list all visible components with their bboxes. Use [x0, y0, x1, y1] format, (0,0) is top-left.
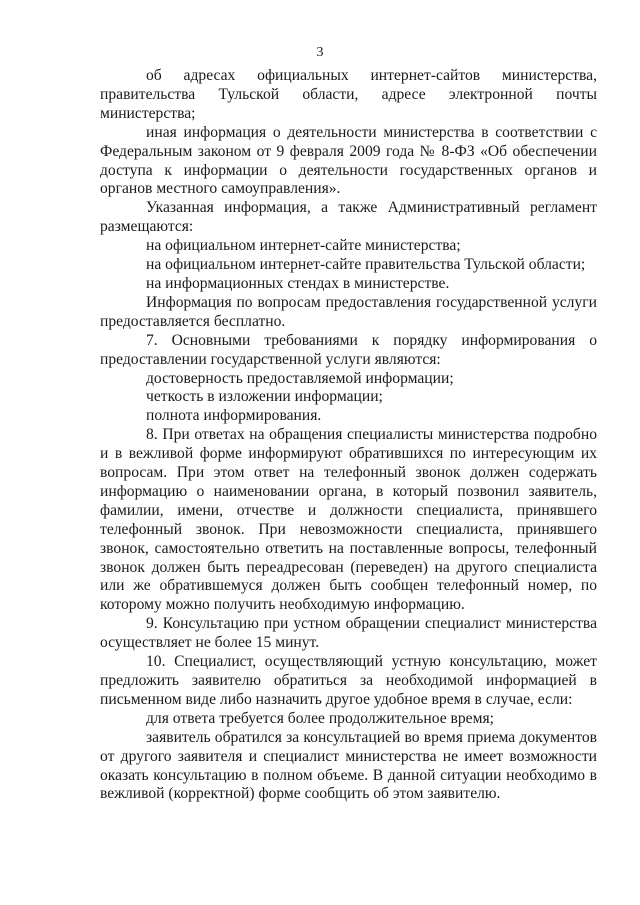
list-item: полнота информирования. [146, 407, 322, 425]
list-item: четкость в изложении информации; [146, 388, 383, 406]
list-item: на информационных стендах в министерстве. [146, 274, 450, 292]
list-item: на официальном интернет-сайте министерства; [146, 237, 461, 255]
list-item: на официальном интернет-сайте правительства Тульской области; [146, 256, 586, 274]
paragraph: Указанная информация, а также Административный регламент размещаются: [100, 199, 597, 236]
paragraph-section-10: 10. Специалист, осуществляющий устную консультацию, может предложить заявителю обратиться за необходимой информацией в письменном виде либо назначить другое удобное время в случае, если: [100, 653, 597, 708]
paragraph: об адресах официальных интернет-сайтов министерства, правительства Тульской области, адресе электронной почты министерства; [100, 67, 597, 122]
paragraph: заявитель обратился за консультацией во время приема документов от другого заявителя и специалист министерства не имеет возможности оказать консультацию в полном объеме. В данной ситуации необходимо в вежливой (корректной) форме сообщить об этом заявителю. [100, 728, 597, 803]
paragraph: иная информация о деятельности министерства в соответствии с Федеральным законом от 9 февраля 2009 года № 8-ФЗ «Об обеспечении доступа к информации о деятельности государственных органов и органов местного самоуправления». [100, 123, 597, 198]
paragraph-section-9: 9. Консультацию при устном обращении специалист министерства осуществляет не более 15 минут. [100, 615, 597, 652]
paragraph-section-7: 7. Основными требованиями к порядку информирования о предоставлении государственной услуги являются: [100, 331, 597, 368]
paragraph-section-8: 8. При ответах на обращения специалисты министерства подробно и в вежливой форме информируют обратившихся по интересующим их вопросам. При этом ответ на телефонный звонок должен содержать информацию о наименовании органа, в который позвонил заявитель, фамилии, имени, отчестве и должности специалиста, принявшего телефонный звонок. При невозможности специалиста, принявшего звонок, самостоятельно ответить на поставленные вопросы, телефонный звонок должен быть переадресован (переведен) на другого специалиста или же обратившемуся должен быть сообщен телефонный номер, по которому можно получить необходимую информацию. [100, 426, 597, 614]
page-number: 3 [316, 45, 324, 60]
list-item: для ответа требуется более продолжительное время; [146, 709, 494, 727]
document-body [100, 67, 597, 804]
list-item: достоверность предоставляемой информации; [146, 369, 454, 387]
paragraph: Информация по вопросам предоставления государственной услуги предоставляется бесплатно. [100, 293, 597, 330]
